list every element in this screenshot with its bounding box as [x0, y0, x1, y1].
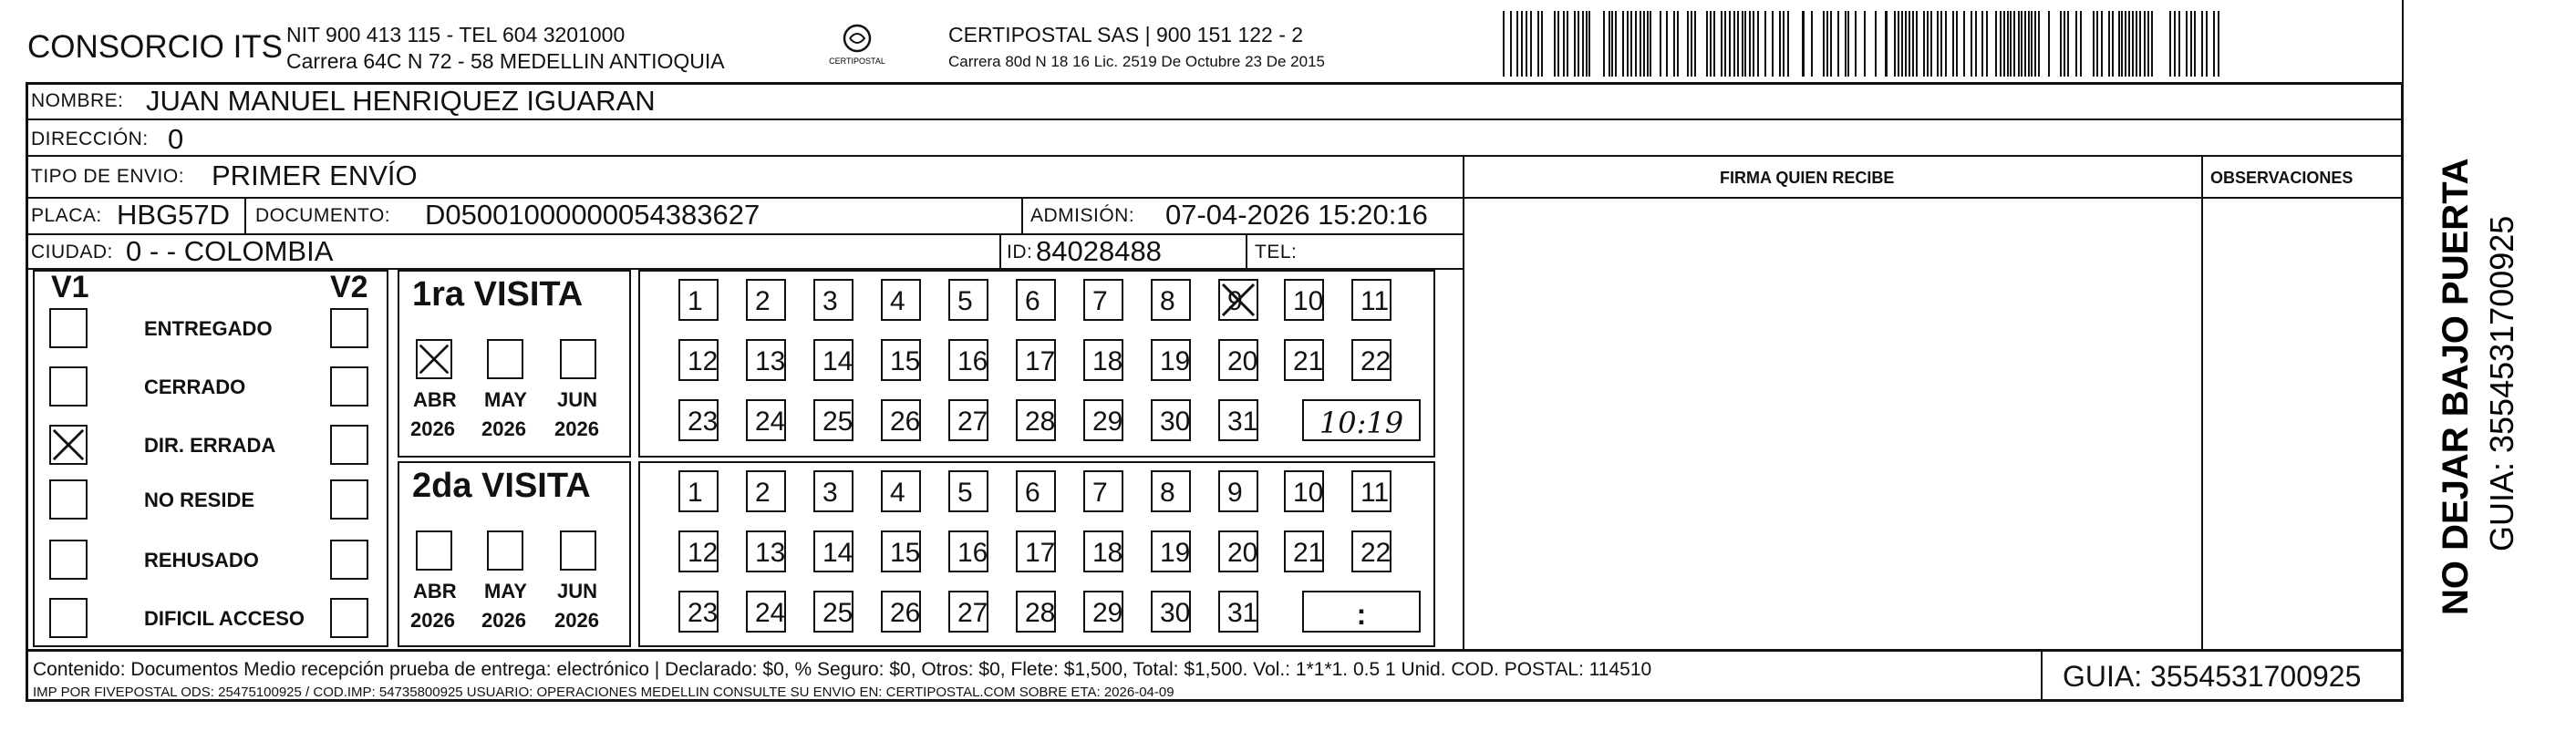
day-box[interactable] [678, 339, 719, 381]
day-box[interactable] [1218, 339, 1258, 381]
day-number: 17 [1025, 346, 1056, 376]
month-checkbox[interactable] [560, 339, 596, 379]
day-number: 1 [688, 478, 703, 508]
day-number: 2 [755, 478, 771, 508]
day-box[interactable] [1218, 530, 1258, 572]
admission-label: ADMISIÓN: [1030, 205, 1135, 226]
day-box[interactable] [881, 279, 921, 321]
logo-text: CERTIPOSTAL [829, 57, 885, 66]
id-label: ID: [1007, 242, 1033, 263]
day-box[interactable] [881, 591, 921, 633]
day-box[interactable] [1083, 591, 1123, 633]
day-box[interactable] [813, 591, 853, 633]
x-mark-icon [418, 341, 450, 377]
day-box[interactable] [746, 470, 786, 512]
month-label: MAY [484, 388, 527, 411]
v1-checkbox[interactable] [49, 598, 88, 638]
month-year: 2026 [481, 609, 526, 632]
x-mark-icon [51, 427, 86, 463]
signature-header: FIRMA QUIEN RECIBE [1720, 169, 1895, 187]
visit1-title: 1ra VISITA [412, 275, 584, 314]
day-box[interactable] [746, 530, 786, 572]
day-number: 24 [755, 598, 786, 628]
day-box[interactable] [1151, 591, 1191, 633]
day-number: 30 [1160, 598, 1191, 628]
month-year: 2026 [410, 609, 455, 632]
day-box[interactable] [1351, 279, 1391, 321]
day-box[interactable] [813, 399, 853, 441]
day-box[interactable] [1218, 591, 1258, 633]
v2-checkbox[interactable] [330, 479, 368, 520]
day-number: 21 [1293, 346, 1324, 376]
day-number: 13 [755, 346, 786, 376]
day-number: 22 [1360, 346, 1391, 376]
day-number: 26 [890, 598, 921, 628]
day-number: 5 [957, 478, 973, 508]
v2-checkbox[interactable] [330, 598, 368, 638]
day-box[interactable] [1218, 399, 1258, 441]
month-label: ABR [413, 580, 457, 602]
status-label: ENTREGADO [144, 317, 273, 340]
barcode [1503, 11, 2223, 77]
day-number: 22 [1360, 538, 1391, 568]
day-number: 20 [1227, 538, 1258, 568]
day-number: 10 [1293, 286, 1324, 316]
status-label: DIR. ERRADA [144, 434, 276, 457]
day-box[interactable] [1218, 470, 1258, 512]
month-checkbox[interactable] [416, 530, 452, 571]
day-box[interactable] [1016, 591, 1056, 633]
month-checkbox[interactable] [560, 530, 596, 571]
day-number: 27 [957, 407, 988, 437]
day-number: 15 [890, 538, 921, 568]
x-mark-icon [1220, 281, 1257, 319]
day-number: 21 [1293, 538, 1324, 568]
month-year: 2026 [481, 417, 526, 440]
day-box[interactable] [1016, 530, 1056, 572]
ship-type: PRIMER ENVÍO [212, 160, 418, 191]
day-box[interactable] [746, 279, 786, 321]
day-box[interactable] [881, 399, 921, 441]
v1-checkbox[interactable] [49, 540, 88, 580]
day-box[interactable] [746, 339, 786, 381]
day-box[interactable] [1083, 399, 1123, 441]
day-box[interactable] [678, 591, 719, 633]
side-warning: NO DEJAR BAJO PUERTA [2436, 158, 2476, 615]
day-number: 11 [1360, 286, 1390, 316]
certipostal-logo [812, 20, 903, 73]
day-number: 19 [1160, 538, 1191, 568]
day-box[interactable] [881, 530, 921, 572]
day-box[interactable] [746, 591, 786, 633]
id-value: 84028488 [1036, 235, 1162, 267]
day-box[interactable] [813, 279, 853, 321]
day-number: 4 [890, 286, 905, 316]
day-number: 26 [890, 407, 921, 437]
v2-checkbox[interactable] [330, 308, 368, 348]
partner-address: Carrera 80d N 18 16 Lic. 2519 De Octubre 23 De 2015 [948, 53, 1325, 70]
day-box[interactable] [948, 279, 988, 321]
day-number: 20 [1227, 346, 1258, 376]
day-box[interactable] [1083, 279, 1123, 321]
plate: HBG57D [117, 199, 231, 231]
month-label: MAY [484, 580, 527, 602]
day-number: 7 [1092, 286, 1108, 316]
day-box[interactable] [948, 591, 988, 633]
recipient-address: 0 [168, 123, 184, 155]
day-number: 23 [688, 407, 719, 437]
day-box[interactable] [1016, 470, 1056, 512]
month-label: ABR [413, 388, 457, 411]
day-box[interactable] [1083, 530, 1123, 572]
v2-checkbox[interactable] [330, 425, 368, 465]
month-year: 2026 [554, 417, 599, 440]
time-value: : [1356, 598, 1367, 631]
company-address: Carrera 64C N 72 - 58 MEDELLIN ANTIOQUIA [286, 49, 725, 73]
day-number: 28 [1025, 407, 1056, 437]
day-number: 7 [1092, 478, 1108, 508]
day-number: 25 [822, 407, 853, 437]
month-checkbox[interactable] [416, 339, 452, 379]
day-number: 3 [822, 286, 838, 316]
day-box[interactable] [1016, 279, 1056, 321]
time-value: 10:19 [1319, 406, 1404, 440]
day-number: 25 [822, 598, 853, 628]
day-number: 1 [688, 286, 703, 316]
name-label: NOMBRE: [31, 90, 124, 111]
day-box[interactable] [1151, 339, 1191, 381]
day-box[interactable] [678, 279, 719, 321]
day-box[interactable] [1151, 470, 1191, 512]
day-number: 8 [1160, 286, 1175, 316]
day-number: 6 [1025, 478, 1040, 508]
day-number: 13 [755, 538, 786, 568]
month-label: JUN [557, 580, 598, 602]
day-box[interactable] [1218, 279, 1258, 321]
day-number: 29 [1092, 598, 1123, 628]
time-box[interactable] [1302, 399, 1421, 441]
day-number: 8 [1160, 478, 1175, 508]
day-box[interactable] [746, 399, 786, 441]
day-number: 30 [1160, 407, 1191, 437]
month-checkbox[interactable] [487, 339, 523, 379]
day-number: 31 [1227, 598, 1258, 628]
day-box[interactable] [1016, 339, 1056, 381]
v1-checkbox[interactable] [49, 479, 88, 520]
day-box[interactable] [948, 339, 988, 381]
day-number: 18 [1092, 346, 1123, 376]
day-number: 27 [957, 598, 988, 628]
day-box[interactable] [813, 470, 853, 512]
ship-type-label: TIPO DE ENVIO: [31, 166, 185, 187]
day-box[interactable] [881, 470, 921, 512]
day-number: 19 [1160, 346, 1191, 376]
day-box[interactable] [1083, 339, 1123, 381]
day-box[interactable] [1151, 279, 1191, 321]
v2-checkbox[interactable] [330, 366, 368, 407]
day-box[interactable] [1284, 339, 1324, 381]
day-box[interactable] [678, 399, 719, 441]
day-box[interactable] [678, 530, 719, 572]
day-number: 4 [890, 478, 905, 508]
status-label: REHUSADO [144, 549, 259, 571]
visit2-title: 2da VISITA [412, 467, 591, 505]
day-number: 12 [688, 346, 719, 376]
day-number: 31 [1227, 407, 1258, 437]
day-number: 24 [755, 407, 786, 437]
v2-label: V2 [330, 270, 368, 304]
company-nit: NIT 900 413 115 - TEL 604 3201000 [286, 23, 626, 46]
day-box[interactable] [1083, 470, 1123, 512]
city-label: CIUDAD: [31, 242, 113, 263]
footer-guide: GUIA: 3554531700925 [2063, 660, 2362, 693]
day-number: 29 [1092, 407, 1123, 437]
plate-label: PLACA: [31, 205, 102, 226]
day-box[interactable] [1016, 399, 1056, 441]
status-label: DIFICIL ACCESO [144, 607, 305, 630]
day-number: 16 [957, 346, 988, 376]
day-box[interactable] [1151, 530, 1191, 572]
footer-content: Contenido: Documentos Medio recepción prueba de entrega: electrónico | Declarado: $0, % Seguro: $0, Otros: $0, Flete: $1,500, Total: $1,500. Vol.: 1*1*1. 0.5 1 Unid. COD. POSTAL: 114510 [33, 659, 1652, 680]
v1-checkbox[interactable] [49, 425, 88, 465]
day-number: 17 [1025, 538, 1056, 568]
day-box[interactable] [1151, 399, 1191, 441]
status-label: CERRADO [144, 376, 246, 398]
day-box[interactable] [948, 530, 988, 572]
day-box[interactable] [678, 470, 719, 512]
footer-imp: IMP POR FIVEPOSTAL ODS: 25475100925 / COD.IMP: 54735800925 USUARIO: OPERACIONES MEDELLIN CONSULTE SU ENVIO EN: CERTIPOSTAL.COM SOBRE ETA: 2026-04-09 [33, 685, 1174, 700]
day-box[interactable] [948, 470, 988, 512]
month-label: JUN [557, 388, 598, 411]
document-label: DOCUMENTO: [255, 205, 391, 226]
day-number: 10 [1293, 478, 1324, 508]
v1-checkbox[interactable] [49, 366, 88, 407]
admission: 07-04-2026 15:20:16 [1165, 199, 1428, 231]
day-number: 2 [755, 286, 771, 316]
v2-checkbox[interactable] [330, 540, 368, 580]
day-number: 6 [1025, 286, 1040, 316]
partner-name: CERTIPOSTAL SAS | 900 151 122 - 2 [948, 23, 1304, 46]
day-box[interactable] [881, 339, 921, 381]
day-number: 23 [688, 598, 719, 628]
day-box[interactable] [948, 399, 988, 441]
side-guide: GUIA: 3554531700925 [2483, 215, 2520, 551]
day-box[interactable] [1351, 470, 1391, 512]
day-number: 14 [822, 538, 853, 568]
month-year: 2026 [410, 417, 455, 440]
day-box[interactable] [813, 530, 853, 572]
side-text-block [2413, 91, 2540, 629]
day-number: 18 [1092, 538, 1123, 568]
day-number: 12 [688, 538, 719, 568]
company-name: CONSORCIO ITS [27, 29, 284, 65]
month-year: 2026 [554, 609, 599, 632]
day-number: 16 [957, 538, 988, 568]
month-checkbox[interactable] [487, 530, 523, 571]
day-box[interactable] [1351, 339, 1391, 381]
v1-label: V1 [51, 270, 89, 304]
day-box[interactable] [813, 339, 853, 381]
day-box[interactable] [1351, 530, 1391, 572]
recipient-name: JUAN MANUEL HENRIQUEZ IGUARAN [146, 85, 656, 117]
day-number: 28 [1025, 598, 1056, 628]
day-number: 9 [1227, 478, 1243, 508]
v1-checkbox[interactable] [49, 308, 88, 348]
day-number: 5 [957, 286, 973, 316]
day-box[interactable] [1284, 530, 1324, 572]
tel-label: TEL: [1255, 242, 1298, 263]
day-number: 14 [822, 346, 853, 376]
day-number: 3 [822, 478, 838, 508]
day-number: 9 [1227, 286, 1243, 316]
status-label: NO RESIDE [144, 489, 255, 511]
observations-header: OBSERVACIONES [2210, 169, 2354, 187]
day-box[interactable] [1284, 470, 1324, 512]
city: 0 - - COLOMBIA [126, 235, 334, 267]
time-box[interactable] [1302, 591, 1421, 633]
day-number: 15 [890, 346, 921, 376]
document: D05001000000054383627 [425, 199, 760, 231]
day-box[interactable] [1284, 279, 1324, 321]
day-number: 11 [1360, 478, 1390, 508]
address-label: DIRECCIÓN: [31, 129, 149, 149]
